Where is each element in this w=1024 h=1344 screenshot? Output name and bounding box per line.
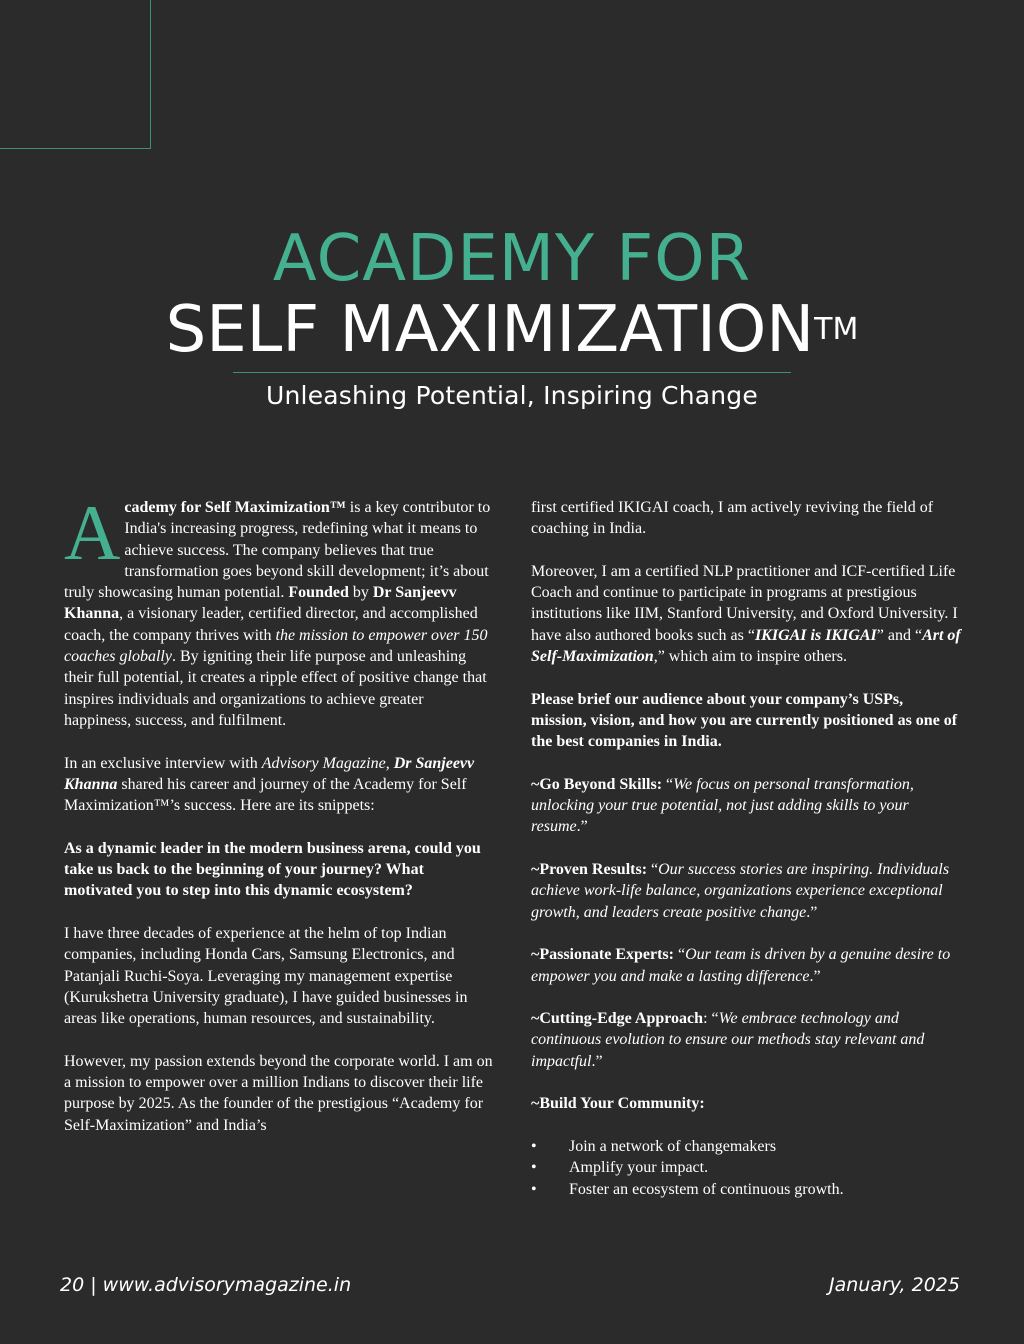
credentials-text-a: Moreover, I am a certified NLP practitioner and ICF-certified Life Coach and continue to participate in programs at prestigious institutions like IIM, Stanford University, and Oxford University. I have also authored books such as “ bbox=[531, 562, 958, 644]
list-item bbox=[531, 1179, 961, 1200]
list-item-text: Amplify your impact. bbox=[569, 1159, 709, 1177]
founded-word: Founded bbox=[288, 584, 349, 602]
book-title-1: IKIGAI is IKIGAI bbox=[754, 626, 877, 644]
mission-phrase: the mission to empower over 150 coaches globally bbox=[64, 626, 488, 666]
usp-text: Our success stories are inspiring. Individuals achieve work-life balance, organizations experience exceptional growth, and leaders create positive change bbox=[531, 861, 950, 921]
interview-text-b: shared his career and journey of the Academy for Self Maximization™’s success. Here are its snippets: bbox=[64, 775, 467, 815]
title-divider bbox=[233, 372, 791, 373]
question-2: Please brief our audience about your company’s USPs, mission, vision, and how you are currently positioned as one of the best companies in India. bbox=[531, 690, 958, 751]
article-subtitle: Unleashing Potential, Inspiring Change bbox=[266, 381, 758, 410]
book-title-2: Art of Self-Maximization bbox=[531, 626, 961, 666]
credentials-paragraph bbox=[531, 561, 961, 667]
list-item bbox=[531, 1136, 961, 1157]
usp-close-quote: .” bbox=[806, 903, 818, 921]
founder-name: Dr Sanjeevv Khanna bbox=[64, 584, 457, 623]
community-list bbox=[531, 1136, 961, 1200]
bullet-icon: • bbox=[531, 1137, 537, 1155]
usp-open-quote: “ bbox=[673, 946, 686, 964]
footer-date: January, 2025 bbox=[829, 1274, 960, 1296]
usp-label: ~Go Beyond Skills: bbox=[531, 775, 663, 793]
usp-item bbox=[531, 859, 961, 923]
question-1: As a dynamic leader in the modern business arena, could you take us back to the beginning of your journey? What motivated you to step into this dynamic ecosystem? bbox=[64, 839, 481, 900]
bullet-icon: • bbox=[531, 1180, 537, 1198]
usp-open-quote: “ bbox=[647, 861, 659, 879]
usp-item bbox=[531, 774, 961, 838]
drop-cap: A bbox=[64, 489, 121, 576]
interviewee-name: Dr Sanjeevv Khanna bbox=[64, 754, 475, 793]
intro-text-c: . By igniting their life purpose and unleashing their full potential, it creates a ripple effect of positive change that inspires individuals and organizations to achieve greater happiness, success, and fulfilment. bbox=[64, 648, 487, 729]
credentials-text-b: ,” which aim to inspire others. bbox=[653, 648, 847, 666]
trademark-symbol: TM bbox=[814, 312, 859, 347]
usp-close-quote: .” bbox=[591, 1052, 603, 1070]
list-item-text: Foster an ecosystem of continuous growth. bbox=[569, 1180, 844, 1198]
bullet-icon: • bbox=[531, 1159, 537, 1177]
left-column bbox=[64, 489, 494, 1157]
usp-text: We focus on personal transformation, unlocking your true potential, not just adding skills to your resume bbox=[531, 775, 914, 836]
by-word: by bbox=[348, 584, 373, 602]
intro-paragraph bbox=[64, 489, 494, 731]
usp-text: Our team is driven by a genuine desire to empower you and make a lasting difference bbox=[531, 946, 951, 985]
credentials-text-mid: ” and “ bbox=[876, 626, 923, 644]
corner-frame bbox=[0, 0, 151, 149]
usp-label: ~Cutting-Edge Approach bbox=[531, 1010, 704, 1028]
list-item-text: Join a network of changemakers bbox=[569, 1137, 777, 1155]
article-header bbox=[0, 224, 1024, 410]
interview-intro-paragraph bbox=[64, 753, 494, 817]
answer-paragraph-3: first certified IKIGAI coach, I am actively reviving the field of coaching in India. bbox=[531, 499, 934, 538]
usp-open-quote: : “ bbox=[703, 1010, 719, 1028]
magazine-name: Advisory Magazine bbox=[261, 754, 386, 772]
usp-item bbox=[531, 944, 961, 987]
usp-open-quote: “ bbox=[662, 775, 674, 793]
usp-item bbox=[531, 1008, 961, 1072]
usp-label: ~Passionate Experts: bbox=[531, 946, 674, 964]
interview-text-a: In an exclusive interview with bbox=[64, 754, 262, 772]
community-heading: ~Build Your Community: bbox=[531, 1095, 705, 1113]
title-line-2-text: SELF MAXIMIZATION bbox=[165, 293, 815, 367]
title-line-1: ACADEMY FOR bbox=[272, 222, 752, 296]
usp-label: ~Proven Results: bbox=[531, 861, 648, 879]
intro-text-a: is a key contributor to India's increasing progress, redefining what it means to achieve success. The company believes that true transformation goes beyond skill development; it’s about truly showcasing human potential. bbox=[64, 499, 491, 602]
answer-paragraph-2: However, my passion extends beyond the corporate world. I am on a mission to empower over a million Indians to discover their life purpose by 2025. As the founder of the prestigious “Academy for Self-Maximization” and India’s bbox=[64, 1052, 493, 1134]
usp-close-quote: .” bbox=[809, 967, 821, 985]
company-name: cademy for Self Maximization™ bbox=[124, 499, 346, 516]
intro-text-b: , a visionary leader, certified director, and accomplished coach, the company thrives with bbox=[64, 605, 478, 644]
interview-comma: , bbox=[385, 754, 394, 772]
title-line-2 bbox=[0, 294, 1024, 366]
usp-text: We embrace technology and continuous evolution to ensure our methods stay relevant and impactful bbox=[531, 1010, 925, 1070]
right-column bbox=[531, 497, 961, 1200]
usp-close-quote: .” bbox=[576, 818, 588, 836]
list-item bbox=[531, 1157, 961, 1178]
footer-page-url: 20 | www.advisorymagazine.in bbox=[60, 1274, 352, 1296]
answer-paragraph-1: I have three decades of experience at the helm of top Indian companies, including Honda Cars, Samsung Electronics, and Patanjali Ruchi-Soya. Leveraging my management expertise (Kurukshetra University graduate), I have guided businesses in areas like operations, human resources, and sustainability. bbox=[64, 924, 468, 1028]
